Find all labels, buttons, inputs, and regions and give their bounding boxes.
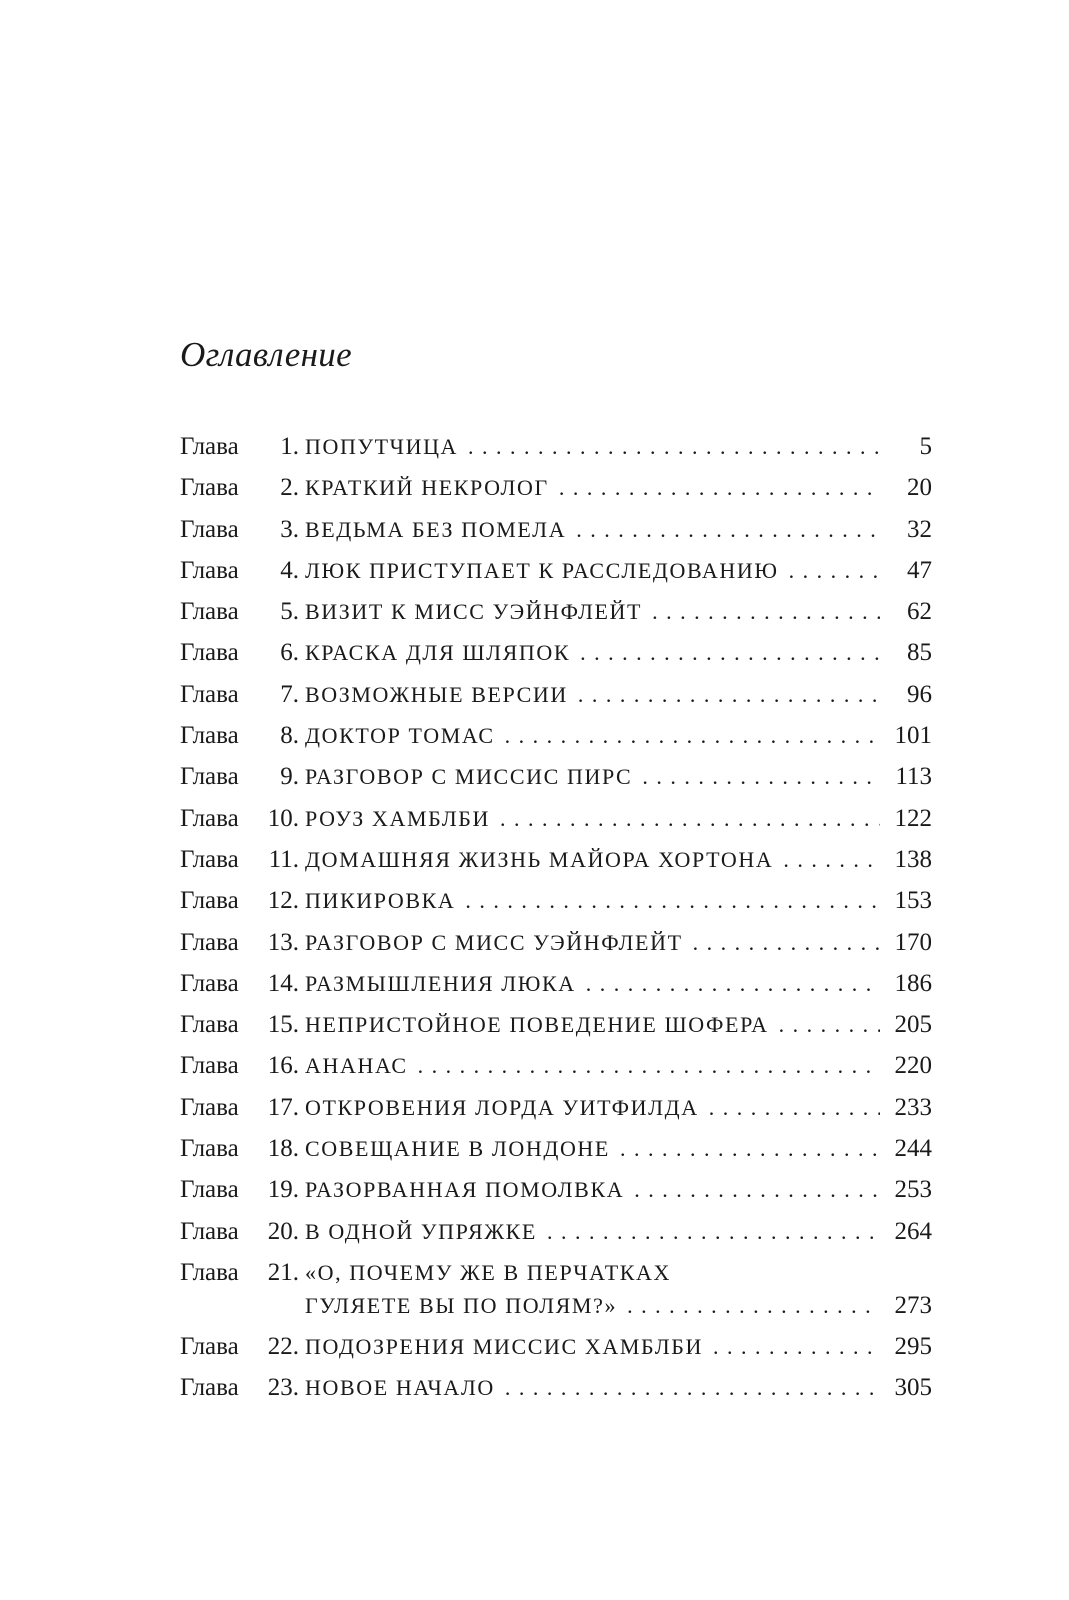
chapter-title: НОВОЕ НАЧАЛО	[305, 1375, 495, 1401]
chapter-number: 4.	[280, 556, 299, 584]
page-number: 32	[907, 515, 932, 543]
chapter-number: 20.	[267, 1217, 299, 1245]
chapter-title: ПОДОЗРЕНИЯ МИССИС ХАМБЛБИ	[305, 1333, 703, 1359]
toc-entry[interactable]	[180, 1049, 932, 1090]
toc-entry[interactable]	[180, 843, 932, 884]
chapter-label: Глава	[180, 1217, 239, 1245]
toc-entry[interactable]	[180, 884, 932, 925]
page-number: 233	[894, 1093, 932, 1121]
toc-entry[interactable]	[180, 967, 932, 1008]
page-number: 122	[894, 804, 932, 832]
chapter-number: 18.	[267, 1135, 299, 1163]
chapter-title: ПОПУТЧИЦА	[305, 434, 459, 459]
dot-leader	[586, 967, 880, 1000]
toc-entry[interactable]	[180, 1215, 932, 1256]
chapter-number: 2.	[280, 474, 299, 502]
chapter-title: РАЗОРВАННАЯ ПОМОЛВКА	[305, 1177, 625, 1203]
chapter-label: Глава	[180, 680, 239, 708]
page-number: 205	[894, 1011, 932, 1039]
toc-entry[interactable]	[180, 1330, 932, 1371]
chapter-title: ЛЮК ПРИСТУПАЕТ К РАССЛЕДОВАНИЮ	[305, 557, 779, 583]
page-title: Оглавление	[180, 335, 352, 374]
toc-entry[interactable]	[180, 802, 932, 843]
chapter-title: КРАТКИЙ НЕКРОЛОГ	[305, 475, 549, 501]
chapter-number: 7.	[280, 680, 299, 708]
dot-leader	[578, 678, 880, 711]
chapter-title: РАЗГОВОР С МИСС УЭЙНФЛЕЙТ	[305, 929, 683, 955]
toc-entry[interactable]	[180, 471, 932, 512]
chapter-label: Глава	[180, 474, 239, 502]
page-number: 47	[907, 556, 932, 584]
dot-leader	[652, 595, 880, 628]
chapter-title: КРАСКА ДЛЯ ШЛЯПОК	[305, 640, 571, 666]
page-number: 153	[894, 887, 932, 915]
page-number: 253	[894, 1176, 932, 1204]
toc-entry[interactable]	[180, 430, 932, 471]
dot-leader	[505, 719, 880, 752]
table-of-contents	[180, 430, 932, 1413]
page-number: 305	[894, 1374, 932, 1402]
chapter-label: Глава	[180, 763, 239, 791]
toc-entry[interactable]	[180, 719, 932, 760]
chapter-title: НЕПРИСТОЙНОЕ ПОВЕДЕНИЕ ШОФЕРА	[305, 1012, 769, 1038]
toc-entry[interactable]	[180, 636, 932, 677]
chapter-number: 17.	[267, 1093, 299, 1121]
dot-leader	[505, 1371, 880, 1404]
chapter-title: ГУЛЯЕТЕ ВЫ ПО ПОЛЯМ?»	[305, 1292, 618, 1318]
dot-leader	[779, 1008, 880, 1041]
chapter-label: Глава	[180, 598, 239, 626]
toc-entry[interactable]	[180, 554, 932, 595]
toc-entry[interactable]	[180, 678, 932, 719]
chapter-label: Глава	[180, 969, 239, 997]
chapter-number: 10.	[267, 804, 299, 832]
toc-entry[interactable]	[180, 1091, 932, 1132]
dot-leader	[468, 430, 880, 463]
dot-leader	[580, 636, 880, 669]
chapter-number: 16.	[267, 1052, 299, 1080]
dot-leader	[576, 513, 880, 546]
chapter-title: РАЗГОВОР С МИССИС ПИРС	[305, 764, 633, 790]
chapter-label: Глава	[180, 1332, 239, 1360]
toc-entry[interactable]	[180, 1371, 932, 1412]
chapter-number: 13.	[267, 928, 299, 956]
toc-entry[interactable]	[180, 1008, 932, 1049]
chapter-number: 6.	[280, 639, 299, 667]
chapter-title: ДОМАШНЯЯ ЖИЗНЬ МАЙОРА ХОРТОНА	[305, 846, 774, 872]
chapter-label: Глава	[180, 722, 239, 750]
chapter-title: В ОДНОЙ УПРЯЖКЕ	[305, 1218, 537, 1244]
dot-leader	[693, 926, 880, 959]
chapter-number: 19.	[267, 1176, 299, 1204]
page-number: 62	[907, 598, 932, 626]
page-number: 96	[907, 680, 932, 708]
dot-leader	[620, 1132, 880, 1165]
chapter-label: Глава	[180, 433, 239, 460]
chapter-label: Глава	[180, 1093, 239, 1121]
chapter-title: ВЕДЬМА БЕЗ ПОМЕЛА	[305, 516, 567, 542]
chapter-number: 5.	[280, 598, 299, 626]
chapter-number: 11.	[268, 845, 299, 873]
dot-leader	[465, 884, 880, 917]
chapter-label: Глава	[180, 639, 239, 667]
page-number: 273	[894, 1291, 932, 1319]
chapter-number: 9.	[280, 763, 299, 791]
chapter-label: Глава	[180, 556, 239, 584]
chapter-title: РАЗМЫШЛЕНИЯ ЛЮКА	[305, 970, 576, 996]
chapter-label: Глава	[180, 515, 239, 543]
toc-entry[interactable]	[180, 926, 932, 967]
chapter-title: ДОКТОР ТОМАС	[305, 723, 495, 749]
dot-leader	[627, 1289, 880, 1322]
chapter-label: Глава	[180, 804, 239, 832]
dot-leader	[500, 802, 880, 835]
toc-entry[interactable]	[180, 595, 932, 636]
dot-leader	[559, 471, 880, 504]
toc-entry[interactable]	[180, 1132, 932, 1173]
chapter-label: Глава	[180, 1052, 239, 1080]
chapter-number: 14.	[267, 969, 299, 997]
page-number: 220	[894, 1052, 932, 1080]
chapter-number: 12.	[267, 887, 299, 915]
dot-leader	[642, 760, 880, 793]
toc-entry[interactable]	[180, 760, 932, 801]
chapter-number: 22.	[267, 1332, 299, 1360]
chapter-number: 23.	[267, 1374, 299, 1402]
chapter-title: ВИЗИТ К МИСС УЭЙНФЛЕЙТ	[305, 599, 643, 625]
chapter-number: 21.	[267, 1258, 299, 1286]
chapter-label: Глава	[180, 1135, 239, 1163]
page-number: 264	[894, 1217, 932, 1245]
chapter-label: Глава	[180, 1011, 239, 1039]
chapter-label: Глава	[180, 845, 239, 873]
dot-leader	[783, 843, 880, 876]
dot-leader	[418, 1049, 880, 1082]
page-number: 186	[894, 969, 932, 997]
dot-leader	[789, 554, 880, 587]
dot-leader	[634, 1173, 880, 1206]
chapter-label: Глава	[180, 928, 239, 956]
chapter-label: Глава	[180, 1374, 239, 1402]
page-number: 295	[894, 1332, 932, 1360]
chapter-number: 3.	[280, 515, 299, 543]
chapter-title-line-1: «О, ПОЧЕМУ ЖЕ В ПЕРЧАТКАХ	[305, 1259, 672, 1285]
toc-entry[interactable]	[180, 1256, 932, 1330]
page-number: 5	[919, 433, 932, 460]
page-number: 85	[907, 639, 932, 667]
dot-leader	[709, 1091, 880, 1124]
chapter-title: РОУЗ ХАМБЛБИ	[305, 805, 491, 831]
chapter-title: СОВЕЩАНИЕ В ЛОНДОНЕ	[305, 1136, 610, 1162]
page-number: 113	[895, 763, 932, 791]
chapter-number: 8.	[280, 722, 299, 750]
chapter-title: АНАНАС	[305, 1053, 408, 1079]
chapter-title: ПИКИРОВКА	[305, 888, 456, 914]
page-number: 170	[894, 928, 932, 956]
chapter-number: 1.	[280, 433, 299, 460]
page-number: 244	[894, 1135, 932, 1163]
chapter-title: ОТКРОВЕНИЯ ЛОРДА УИТФИЛДА	[305, 1094, 699, 1120]
page-number: 101	[894, 722, 932, 750]
chapter-label: Глава	[180, 1258, 239, 1286]
chapter-label: Глава	[180, 1176, 239, 1204]
chapter-number: 15.	[267, 1011, 299, 1039]
toc-entry[interactable]	[180, 513, 932, 554]
chapter-label: Глава	[180, 887, 239, 915]
page-number: 138	[894, 845, 932, 873]
page-number: 20	[907, 474, 932, 502]
chapter-title: ВОЗМОЖНЫЕ ВЕРСИИ	[305, 681, 568, 707]
toc-entry[interactable]	[180, 1173, 932, 1214]
dot-leader	[547, 1215, 880, 1248]
dot-leader	[713, 1330, 880, 1363]
